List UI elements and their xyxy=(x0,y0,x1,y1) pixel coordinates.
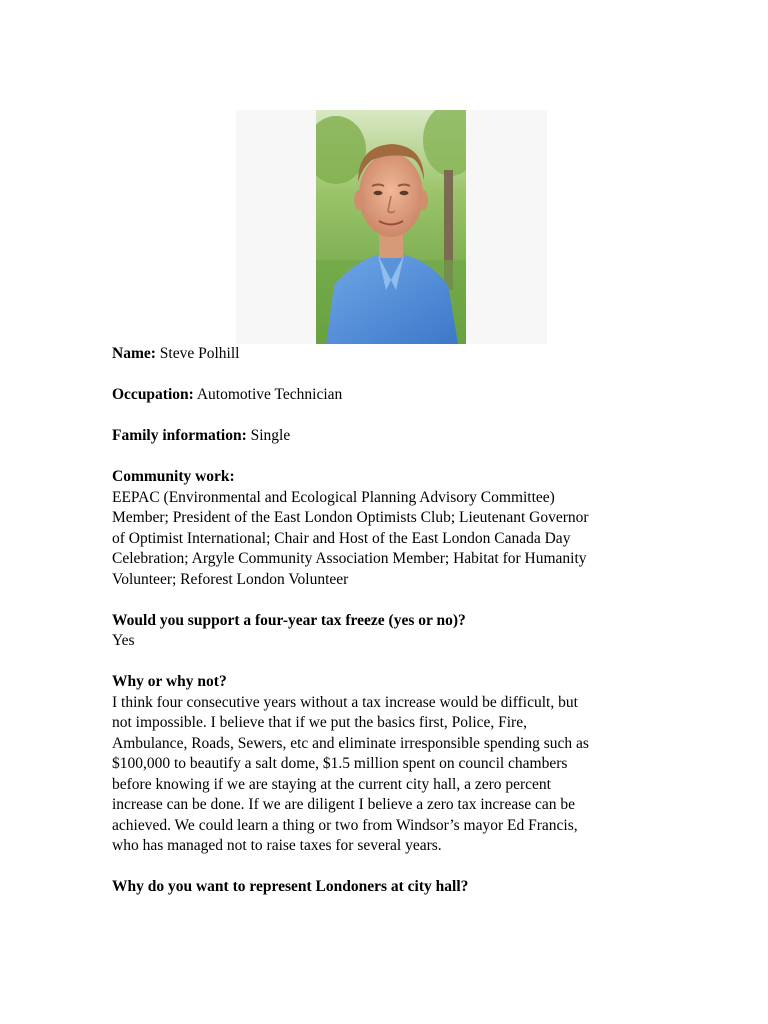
family-line xyxy=(112,426,672,447)
question-heading: Would you support a four-year tax freeze (yes or no)? xyxy=(112,611,466,629)
answer-line: $100,000 to beautify a salt dome, $1.5 million spent on council chambers xyxy=(112,755,568,772)
answer-line: Yes xyxy=(112,632,135,649)
name-line xyxy=(112,344,672,365)
answer-line: increase can be done. If we are diligent I believe a zero tax increase can be xyxy=(112,796,576,813)
community-line: of Optimist International; Chair and Host of the East London Canada Day xyxy=(112,529,571,547)
community-line: EEPAC (Environmental and Ecological Planning Advisory Committee) xyxy=(112,488,555,506)
answer-line: achieved. We could learn a thing or two from Windsor’s mayor Ed Francis, xyxy=(112,816,578,834)
tax-freeze-question-block xyxy=(112,611,672,652)
name-label: Name: xyxy=(112,345,156,362)
candidate-photo xyxy=(316,110,466,344)
answer-line: Ambulance, Roads, Sewers, etc and eliminate irresponsible spending such as xyxy=(112,734,589,752)
family-label: Family information: xyxy=(112,427,247,444)
question-heading: Why or why not? xyxy=(112,673,227,690)
community-section xyxy=(112,467,672,590)
represent-question-block xyxy=(112,877,672,898)
answer-line: before knowing if we are staying at the current city hall, a zero percent xyxy=(112,775,551,793)
occupation-label: Occupation: xyxy=(112,386,194,403)
why-question-block xyxy=(112,672,672,857)
occupation-line xyxy=(112,385,672,406)
candidate-photo-frame xyxy=(236,110,547,344)
answer-line: who has managed not to raise taxes for several years. xyxy=(112,837,442,854)
community-label: Community work: xyxy=(112,468,235,485)
family-value: Single xyxy=(250,427,291,444)
candidate-profile xyxy=(112,344,672,918)
answer-line: not impossible. I believe that if we put the basics first, Police, Fire, xyxy=(112,714,527,731)
occupation-value: Automotive Technician xyxy=(196,386,343,403)
name-value: Steve Polhill xyxy=(159,345,240,362)
question-heading: Why do you want to represent Londoners at city hall? xyxy=(112,878,469,895)
answer-line: I think four consecutive years without a tax increase would be difficult, but xyxy=(112,693,578,711)
community-line: Volunteer; Reforest London Volunteer xyxy=(112,570,349,588)
community-line: Member; President of the East London Optimists Club; Lieutenant Governor xyxy=(112,509,589,526)
community-line: Celebration; Argyle Community Association Member; Habitat for Humanity xyxy=(112,550,587,567)
